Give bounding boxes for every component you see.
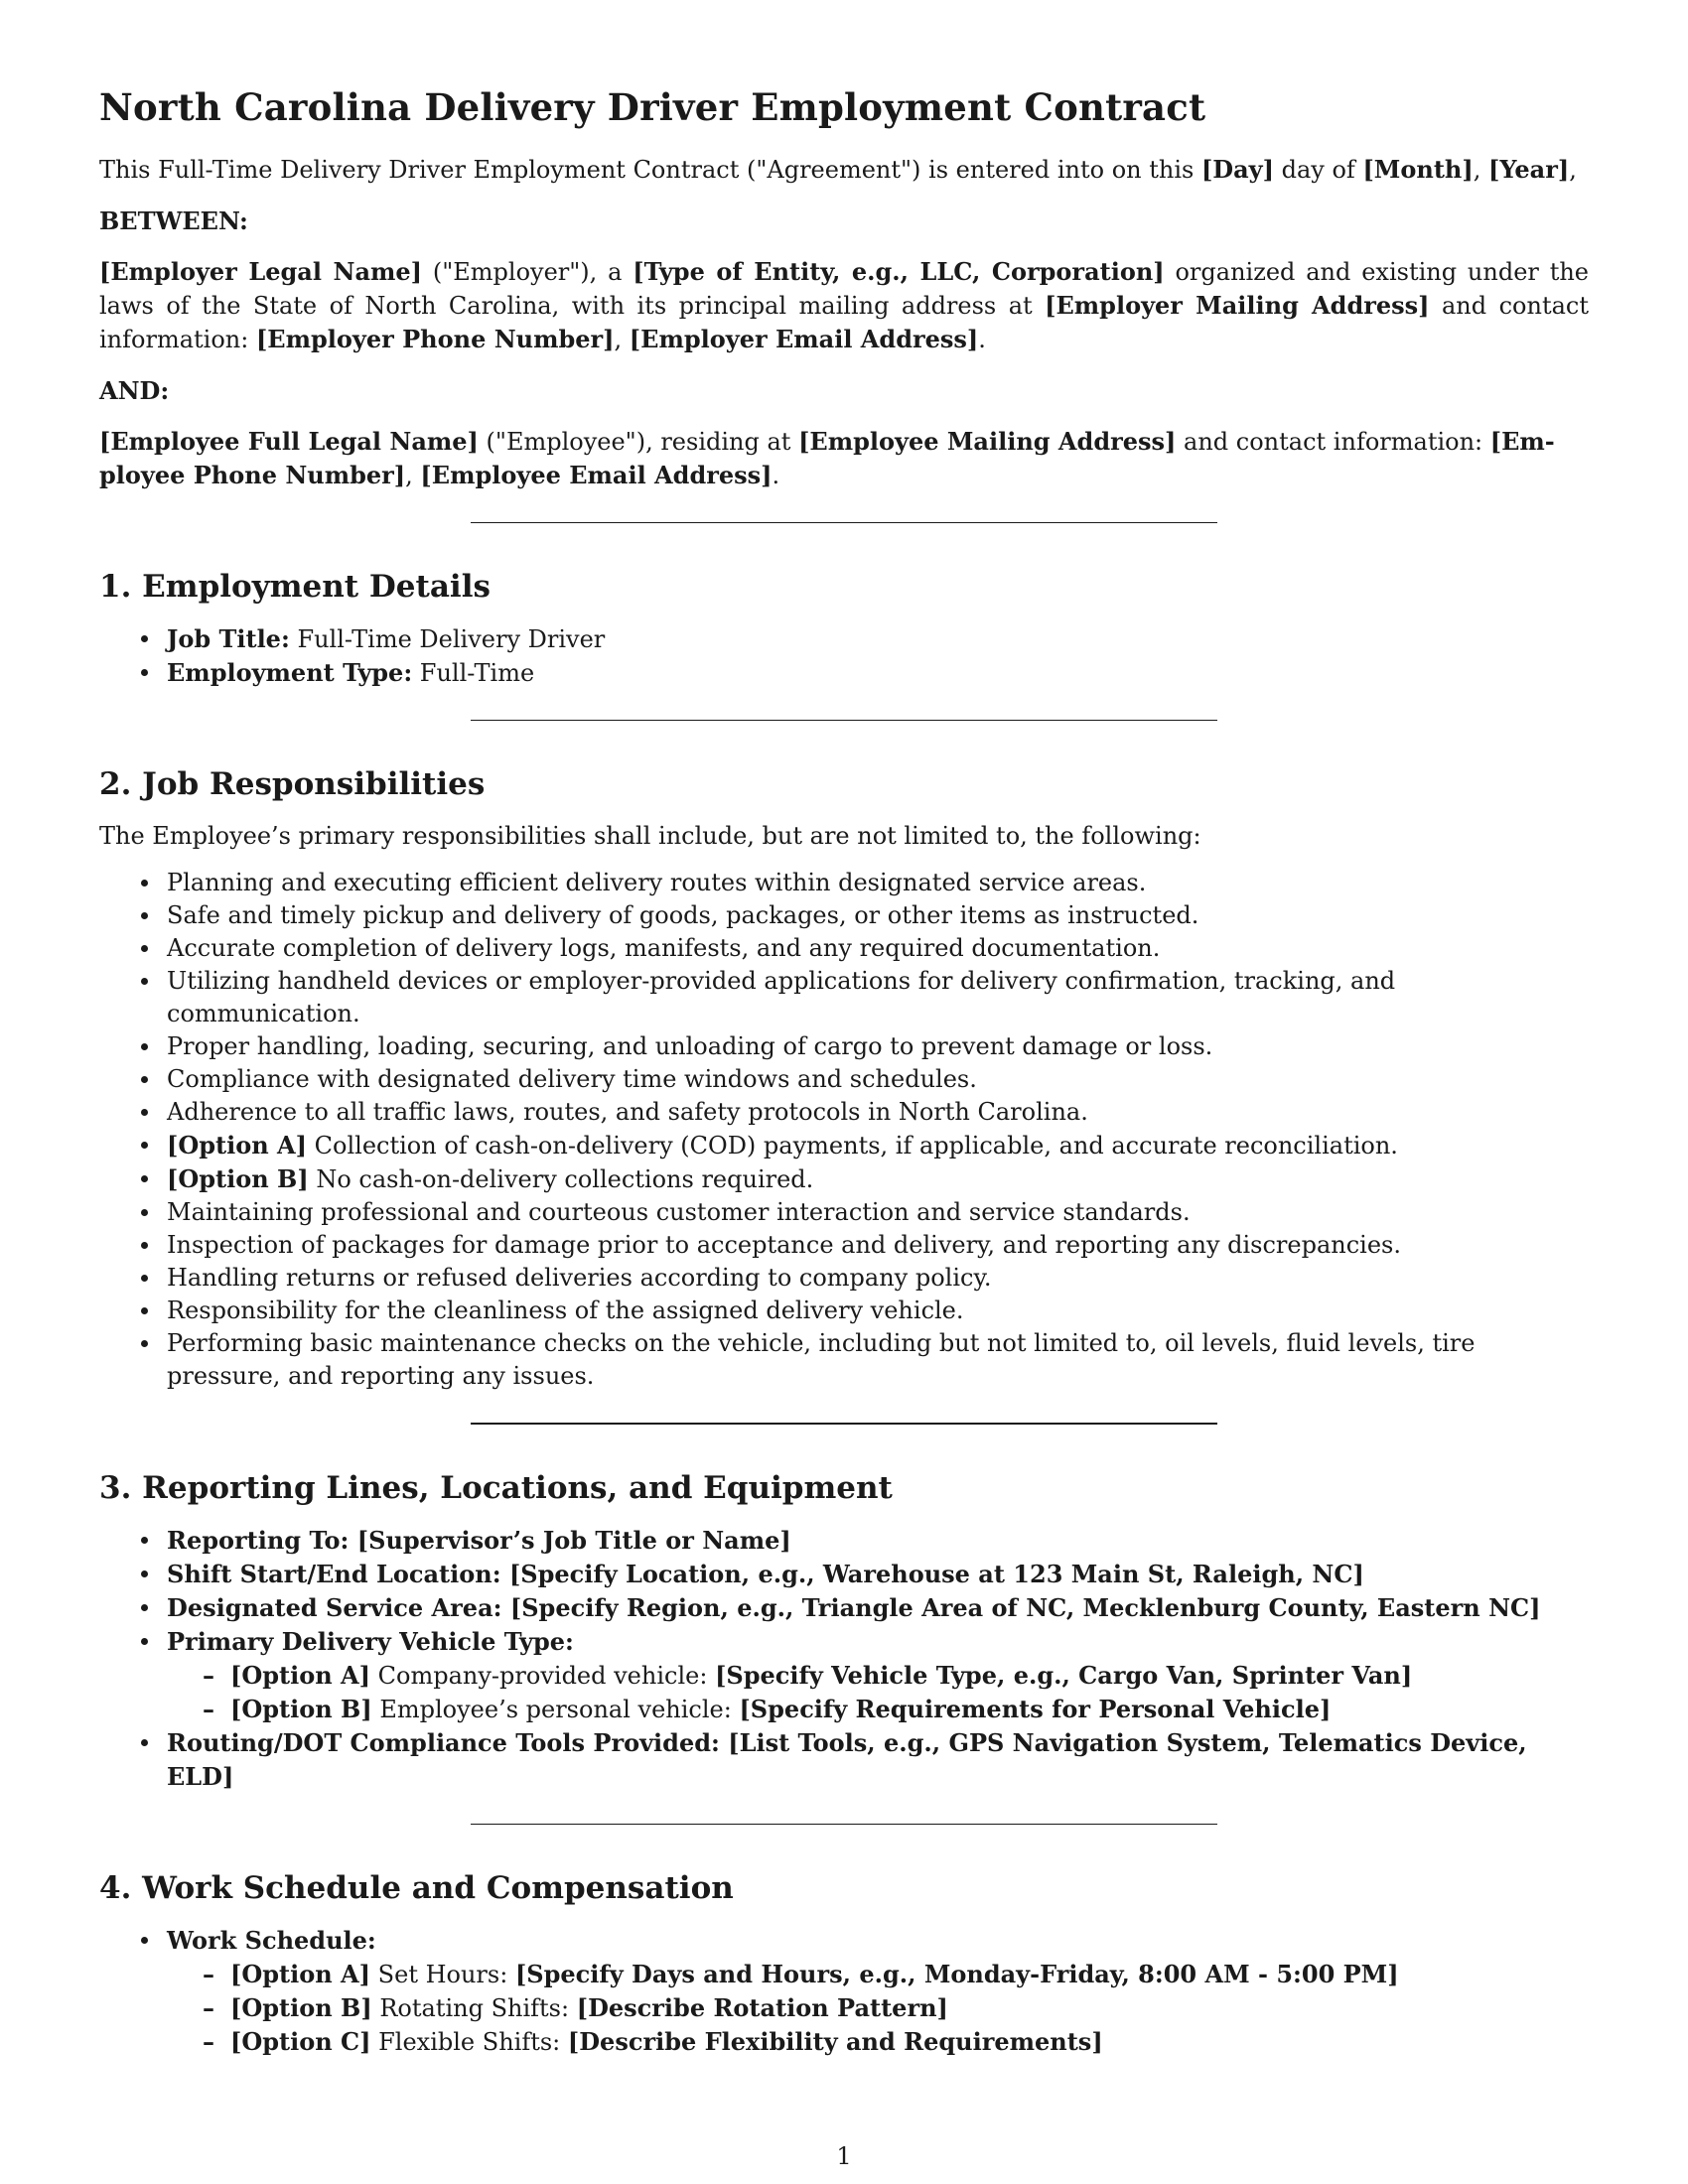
employee-phone-placeholder-start: [Em- [1489, 427, 1555, 456]
responsibilities-list [99, 867, 1589, 1393]
employer-phone-placeholder: [Employer Phone Number] [255, 325, 615, 353]
list-item: Proper handling, loading, securing, and unloading of cargo to prevent damage or loss. [167, 1030, 1589, 1063]
document-title: North Carolina Delivery Driver Employment Contract [99, 85, 1206, 129]
list-item: Employment Type: Full-Time [167, 656, 1589, 690]
option-b-placeholder: [Option B] [167, 1164, 309, 1193]
list-item: [Option B] No cash-on-delivery collections required. [167, 1162, 1589, 1196]
employer-address-placeholder: [Employer Mailing Address] [1045, 291, 1430, 320]
list-item: [Option A] Collection of cash-on-delivery (COD) payments, if applicable, and accurate reconciliation. [167, 1129, 1589, 1162]
reporting-list [99, 1524, 1589, 1794]
list-item: Work Schedule: – [Option A] Set Hours: [Specify Days and Hours, e.g., Monday-Friday, 8:00 AM - 5:00 PM] – [Option B] Rotating Shifts: [Describe Rotation Pattern] – [Option C] Flexible Shifts: [Describe Flexibility and Requirements] [167, 1924, 1589, 2059]
page-number: 1 [836, 2142, 852, 2170]
list-item: Accurate completion of delivery logs, manifests, and any required documentation. [167, 932, 1589, 965]
list-item: Primary Delivery Vehicle Type: – [Option A] Company-provided vehicle: [Specify Vehicle Type, e.g., Cargo Van, Sprinter Van] – [Option B] Employee’s personal vehicle: [Specify Requirements for Personal Vehicle] [167, 1625, 1589, 1726]
employer-name-placeholder: [Employer Legal Name] [99, 257, 423, 286]
between-label: BETWEEN: [99, 206, 248, 235]
list-item: Handling returns or refused deliveries according to company policy. [167, 1262, 1589, 1295]
responsibilities-intro: The Employee’s primary responsibilities shall include, but are not limited to, the following: [99, 822, 1201, 850]
section-job-responsibilities [99, 766, 1589, 1393]
employment-details-list [99, 622, 1589, 690]
list-item: Responsibility for the cleanliness of the assigned delivery vehicle. [167, 1295, 1589, 1327]
list-item: Safe and timely pickup and delivery of goods, packages, or other items as instructed. [167, 899, 1589, 932]
year-placeholder: [Year] [1487, 155, 1570, 184]
and-label: AND: [99, 376, 170, 405]
option-a-placeholder: [Option A] [167, 1131, 308, 1160]
section-divider [471, 720, 1217, 721]
list-item: Job Title: Full-Time Delivery Driver [167, 622, 1589, 656]
section-heading: 3. Reporting Lines, Locations, and Equipment [99, 1470, 893, 1506]
list-item: – [Option B] Rotating Shifts: [Describe Rotation Pattern] [230, 1991, 1589, 2025]
entity-type-placeholder: [Type of Entity, e.g., LLC, Corporation] [633, 257, 1165, 286]
list-item: – [Option B] Employee’s personal vehicle: [Specify Requirements for Personal Vehicle] [230, 1693, 1589, 1726]
month-placeholder: [Month] [1362, 155, 1474, 184]
employer-email-placeholder: [Employer Email Address] [629, 325, 979, 353]
list-item: Performing basic maintenance checks on the vehicle, including but not limited to, oil levels, fluid levels, tire pressure, and reporting any issues. [167, 1327, 1589, 1393]
list-item: Reporting To: [Supervisor’s Job Title or Name] [167, 1524, 1589, 1558]
section-heading: 1. Employment Details [99, 569, 491, 605]
section-employment-details [99, 569, 1589, 690]
schedule-list [99, 1924, 1589, 2059]
document-body [99, 85, 1589, 2059]
list-item: Maintaining professional and courteous customer interaction and service standards. [167, 1196, 1589, 1229]
section-heading: 2. Job Responsibilities [99, 766, 486, 802]
list-item: Compliance with designated delivery time windows and schedules. [167, 1063, 1589, 1096]
day-placeholder: [Day] [1200, 155, 1274, 184]
employee-address-placeholder: [Employee Mailing Address] [798, 427, 1177, 456]
schedule-options-list [167, 1958, 1589, 2059]
employee-name-placeholder: [Employee Full Legal Name] [99, 427, 479, 456]
list-item: Utilizing handheld devices or employer-provided applications for delivery confirmation, tracking, and communication. [167, 965, 1589, 1030]
list-item: Inspection of packages for damage prior to acceptance and delivery, and reporting any discrepancies. [167, 1229, 1589, 1262]
section-work-schedule [99, 1870, 1589, 2059]
intro-paragraph: This Full-Time Delivery Driver Employment Contract ("Agreement") is entered into on this [Day] day of [Month], [Year], [99, 155, 1577, 184]
list-item: Adherence to all traffic laws, routes, and safety protocols in North Carolina. [167, 1096, 1589, 1129]
list-item: – [Option A] Set Hours: [Specify Days and Hours, e.g., Monday-Friday, 8:00 AM - 5:00 PM] [230, 1958, 1589, 1991]
list-item: Planning and executing efficient delivery routes within designated service areas. [167, 867, 1589, 899]
list-item: Routing/DOT Compliance Tools Provided: [List Tools, e.g., GPS Navigation System, Telematics Device, ELD] [167, 1726, 1589, 1794]
section-divider [471, 1423, 1217, 1425]
employee-email-placeholder: [Employee Email Address] [420, 461, 773, 489]
section-divider [471, 522, 1217, 523]
section-divider [471, 1824, 1217, 1825]
employee-paragraph: [Employee Full Legal Name] ("Employee"), residing at [Employee Mailing Address] and contact information: [Em- ployee Phone Number], [Employee Email Address]. [99, 427, 1555, 489]
vehicle-options-list [167, 1659, 1589, 1726]
section-reporting-lines [99, 1470, 1589, 1794]
employee-phone-placeholder-end: ployee Phone Number] [99, 461, 406, 489]
list-item: – [Option A] Company-provided vehicle: [Specify Vehicle Type, e.g., Cargo Van, Sprinter Van] [230, 1659, 1589, 1693]
employer-paragraph: [Employer Legal Name] ("Employer"), a [Type of Entity, e.g., LLC, Corporation] organized and existing under the laws of the State of North Carolina, with its principal mailing address at [Employer Mailing Address] and contact information: [Employer Phone Number], [Employer Email Address]. [99, 257, 1590, 353]
list-item: Designated Service Area: [Specify Region, e.g., Triangle Area of NC, Mecklenburg County, Eastern NC] [167, 1591, 1589, 1625]
list-item: Shift Start/End Location: [Specify Location, e.g., Warehouse at 123 Main St, Raleigh, NC] [167, 1558, 1589, 1591]
section-heading: 4. Work Schedule and Compensation [99, 1870, 734, 1906]
list-item: – [Option C] Flexible Shifts: [Describe Flexibility and Requirements] [230, 2025, 1589, 2059]
